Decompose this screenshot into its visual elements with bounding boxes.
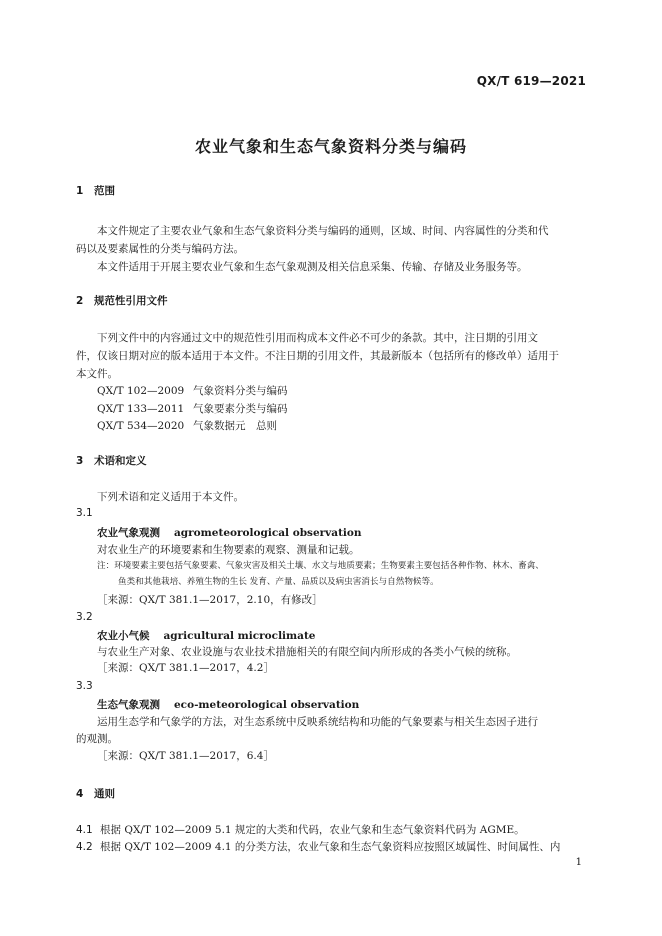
term-number: 3.1 [76,507,93,519]
reference-code: QX/T 133—2011 [97,403,185,415]
reference-name: 气象要素分类与编码 [193,403,288,415]
section-number: 2 [76,295,84,307]
paragraph-line: 码以及要素属性的分类与编码方法。 [76,243,244,255]
paragraph-line: 件，仅该日期对应的版本适用于本文件。不注日期的引用文件，其最新版本（包括所有的修改单）适用于 [76,350,559,362]
term-definition: 的观测。 [76,733,118,745]
term-english: eco-meteorological observation [174,699,360,711]
clause-text: 根据 QX/T 102—2009 5.1 规定的大类和代码，农业气象和生态气象资料代码为 AGME。 [100,824,525,836]
note-line: 鱼类和其他栽培、养殖生物的生长 发育、产量、品质以及病虫害消长与自然物候等。 [118,577,439,587]
standard-code: QX/T 619—2021 [476,74,586,88]
term-definition: 对农业生产的环境要素和生物要素的观察、测量和记载。 [97,544,360,556]
section-number: 1 [76,185,84,197]
reference-item [97,419,277,433]
paragraph-line: 本文件规定了主要农业气象和生态气象资料分类与编码的通则，区域、时间、内容属性的分类和代 [97,225,549,237]
document-title: 农业气象和生态气象资料分类与编码 [194,137,467,156]
term-chinese: 农业小气候 [97,630,150,642]
term-number: 3.3 [76,680,93,692]
section-number: 3 [76,455,84,467]
reference-name: 气象数据元 总则 [193,420,277,432]
term-source: ［来源：QX/T 381.1—2017，4.2］ [97,662,274,674]
term-source: ［来源：QX/T 381.1—2017，2.10，有修改］ [97,594,323,606]
section-title: 范围 [94,185,115,197]
term-note [97,558,587,590]
term-english: agricultural microclimate [163,630,316,642]
term-heading [97,525,362,540]
paragraph-line: 本文件。 [76,368,118,380]
section-2-heading [76,293,168,308]
term-number: 3.2 [76,611,93,623]
page-number: 1 [575,857,582,868]
clause-number: 4.1 [76,824,93,836]
paragraph-line: 下列术语和定义适用于本文件。 [97,491,244,503]
reference-name: 气象资料分类与编码 [193,385,288,397]
paragraph-line: 本文件适用于开展主要农业气象和生态气象观测及相关信息采集、传输、存储及业务服务等。 [97,261,528,273]
clause-item [76,823,525,837]
clause-text: 根据 QX/T 102—2009 4.1 的分类方法，农业气象和生态气象资料应按照区域属性、时间属性、内 [100,841,561,853]
term-english: agrometeorological observation [174,527,362,539]
section-title: 术语和定义 [94,455,147,467]
term-source: ［来源：QX/T 381.1—2017，6.4］ [97,750,274,762]
clause-item [76,840,560,854]
section-title: 规范性引用文件 [94,295,168,307]
paragraph-line: 下列文件中的内容通过文中的规范性引用而构成本文件必不可少的条款。其中，注日期的引用文 [97,332,538,344]
reference-item [97,402,288,416]
section-4-heading [76,786,115,801]
section-number: 4 [76,788,84,800]
section-title: 通则 [94,788,115,800]
term-chinese: 农业气象观测 [97,527,160,539]
section-3-heading [76,453,147,468]
note-line: 注：环境要素主要包括气象要素、气象灾害及相关土壤、水文与地质要素；生物要素主要包括各种作物、林木、畜禽、 [97,561,544,571]
reference-item [97,384,288,398]
reference-code: QX/T 534—2020 [97,420,185,432]
clause-number: 4.2 [76,841,93,853]
term-definition: 与农业生产对象、农业设施与农业技术措施相关的有限空间内所形成的各类小气候的统称。 [97,646,517,658]
term-chinese: 生态气象观测 [97,699,160,711]
term-heading [97,697,359,712]
term-definition: 运用生态学和气象学的方法，对生态系统中反映系统结构和功能的气象要素与相关生态因子进行 [97,716,538,728]
section-1-heading [76,183,115,198]
reference-code: QX/T 102—2009 [97,385,185,397]
term-heading [97,628,316,643]
